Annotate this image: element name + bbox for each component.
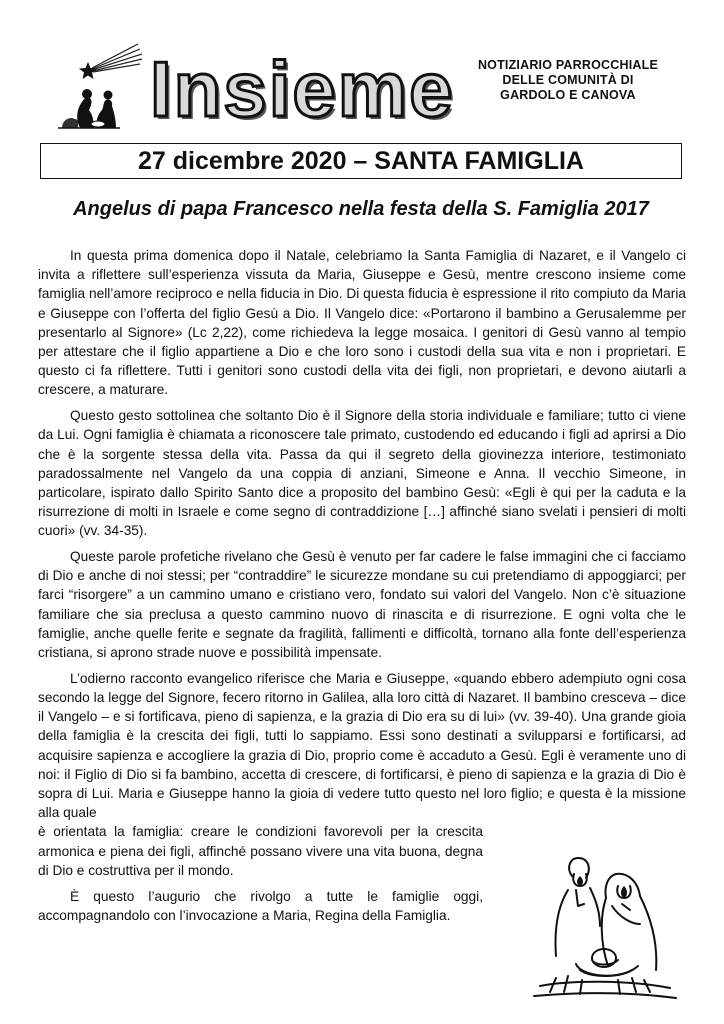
holy-family-icon bbox=[520, 846, 680, 1006]
paragraph: In questa prima domenica dopo il Natale, celebriamo la Santa Famiglia di Nazaret, e il Vangelo ci invita a riflettere sull’esperienza vissuta da Maria, Giuseppe e Gesù, mentre crescono insieme come famiglia nell’amore reciproco e nella fiducia in Dio. Di questa fiducia è espressione il rito compiuto da Maria e Giuseppe con l’offerta del figlio Gesù a Dio. Il Vangelo dice: «Portarono il bambino a Gerusalemme per presentarlo al Signore» (Lc 2,22), come richiedeva la legge mosaica. I genitori di Gesù vanno al tempio per attestare che il figlio appartiene a Dio e che loro sono i custodi della sua vita e non i proprietari. E questo ci fa riflettere. Tutti i genitori sono custodi della vita dei figli, non proprietari, e devono aiutarli a crescere, a maturare. bbox=[38, 248, 686, 398]
subtitle-line: GARDOLO E CANOVA bbox=[500, 88, 636, 102]
article-body bbox=[38, 246, 686, 931]
masthead-subtitle bbox=[478, 58, 658, 103]
paragraph: L’odierno racconto evangelico riferisce che Maria e Giuseppe, «quando ebbero adempiuto ogni cosa secondo la legge del Signore, fecero ritorno in Galilea, alla loro città di Nazaret. Il bambino cresceva – dice il Vangelo – e si fortificava, pieno di sapienza, e la grazia di Dio era su di lui» (vv. 39-40). Una grande gioia della famiglia è la crescita dei figli, tutti lo sappiamo. Essi sono destinati a svilupparsi e fortificarsi, ad acquisire sapienza e accogliere la grazia di Dio, proprio come è accaduto a Gesù. Egli è veramente uno di noi: il Figlio di Dio si fa bambino, accetta di crescere, di fortificarsi, è pieno di sapienza e la grazia di Dio è sopra di Lui. Maria e Giuseppe hanno la gioia di vedere tutto questo nel loro figlio; e questa è la missione alla quale bbox=[38, 670, 686, 821]
paragraph: È questo l’augurio che rivolgo a tutte le famiglie oggi, accompagnandolo con l’invocazione a Maria, Regina della Famiglia. bbox=[38, 888, 483, 923]
paragraph: è orientata la famiglia: creare le condizioni favorevoli per la crescita armonica e piena dei figli, affinché possano vivere una vita buona, degna di Dio e costruttiva per il mondo. bbox=[38, 824, 483, 878]
masthead bbox=[58, 40, 688, 135]
star-nativity-icon bbox=[58, 40, 148, 130]
subtitle-line: DELLE COMUNITÀ DI bbox=[502, 73, 634, 87]
date-heading-box bbox=[40, 143, 682, 179]
date-heading: 27 dicembre 2020 – SANTA FAMIGLIA bbox=[138, 146, 584, 175]
paragraph: Questo gesto sottolinea che soltanto Dio è il Signore della storia individuale e familiare; tutto ci viene da Lui. Ogni famiglia è chiamata a riconoscere tale primato, custodendo ed educando i figli ad aprirsi a Dio che è la sorgente stessa della vita. Passa da qui il segreto della giovinezza interiore, testimoniato paradossalmente nel Vangelo da una coppia di anziani, Simeone e Anna. Il vecchio Simeone, in particolare, ispirato dallo Spirito Santo dice a proposito del bambino Gesù: «Egli è qui per la caduta e la risurrezione di molti in Israele e come segno di contraddizione […] affinché siano svelati i pensieri di molti cuori» (vv. 34-35). bbox=[38, 408, 686, 539]
masthead-title: Insieme bbox=[150, 45, 455, 133]
article-title: Angelus di papa Francesco nella festa della S. Famiglia 2017 bbox=[73, 198, 649, 220]
paragraph: Queste parole profetiche rivelano che Gesù è venuto per far cadere le false immagini che ci facciamo di Dio e anche di noi stessi; per “contraddire” le sicurezze mondane su cui pretendiamo di appoggiarci; per farci “risorgere” a un cammino umano e cristiano vero, fondato sui valori del Vangelo. Non c’è situazione familiare che sia preclusa a questo cammino nuovo di rinascita e di risurrezione. E ogni volta che le famiglie, anche quelle ferite e segnate da fragilità, fallimenti e difficoltà, tornano alla fonte dell’esperienza cristiana, si aprono strade nuove e possibilità impensate. bbox=[38, 549, 686, 661]
subtitle-line: NOTIZIARIO PARROCCHIALE bbox=[477, 58, 658, 72]
